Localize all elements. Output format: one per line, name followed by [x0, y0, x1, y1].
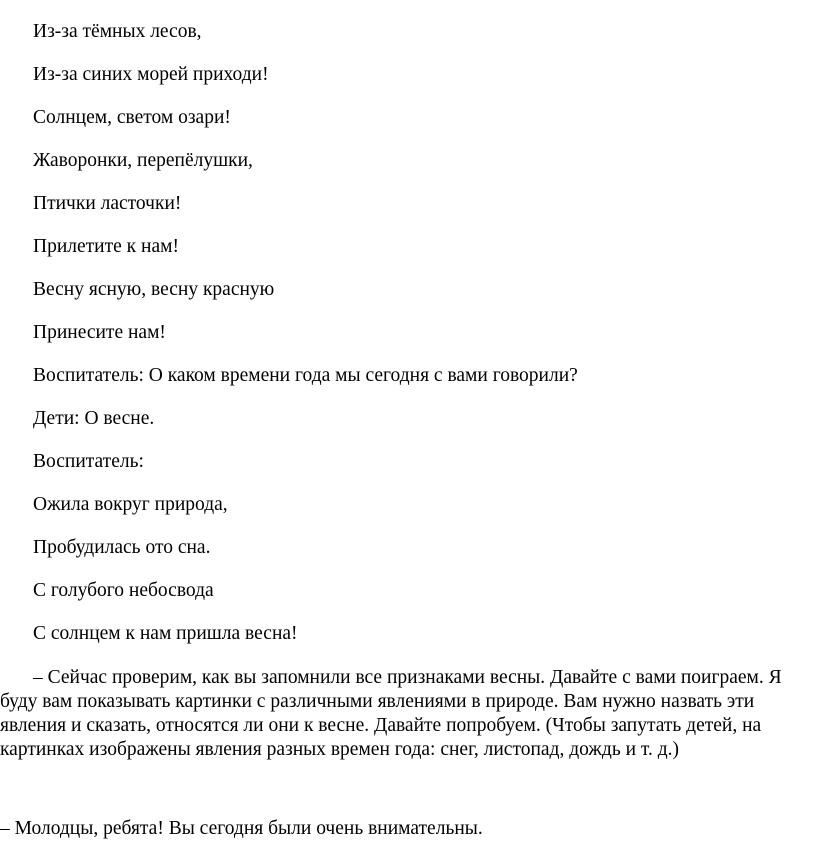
instruction-paragraph [0, 666, 790, 762]
text-line: Из-за синих морей приходи! [33, 64, 269, 85]
text-line: С солнцем к нам пришла весна! [33, 623, 298, 644]
text-line: Дети: О весне. [33, 408, 155, 429]
text-line: Прилетите к нам! [33, 236, 179, 257]
text-line: Пробудилась ото сна. [33, 537, 211, 558]
closing-line: – Молодцы, ребята! Вы сегодня были очень внимательны. [0, 818, 483, 839]
text-line: Ожила вокруг природа, [33, 494, 228, 515]
paragraph-text: – Сейчас проверим, как вы запомнили все признаками весны. Давайте с вами поиграем. Я буду вам показывать картинки с различными явлениями в природе. Вам нужно назвать эти явления и сказать, относятся ли они к весне. Давайте попробуем. (Чтобы запутать детей, на картинках изображены явления разных времен года: снег, листопад, дождь и т. д.) [0, 667, 782, 760]
text-line: Жаворонки, перепёлушки, [33, 150, 253, 171]
text-line: Воспитатель: [33, 451, 144, 472]
text-line: Воспитатель: О каком времени года мы сегодня с вами говорили? [33, 365, 578, 386]
text-line: Солнцем, светом озари! [33, 107, 231, 128]
text-line: Из-за тёмных лесов, [33, 21, 202, 42]
text-line: С голубого небосвода [33, 580, 214, 601]
text-line: Принесите нам! [33, 322, 166, 343]
text-line: Весну ясную, весну красную [33, 279, 275, 300]
text-line: Птички ласточки! [33, 193, 182, 214]
